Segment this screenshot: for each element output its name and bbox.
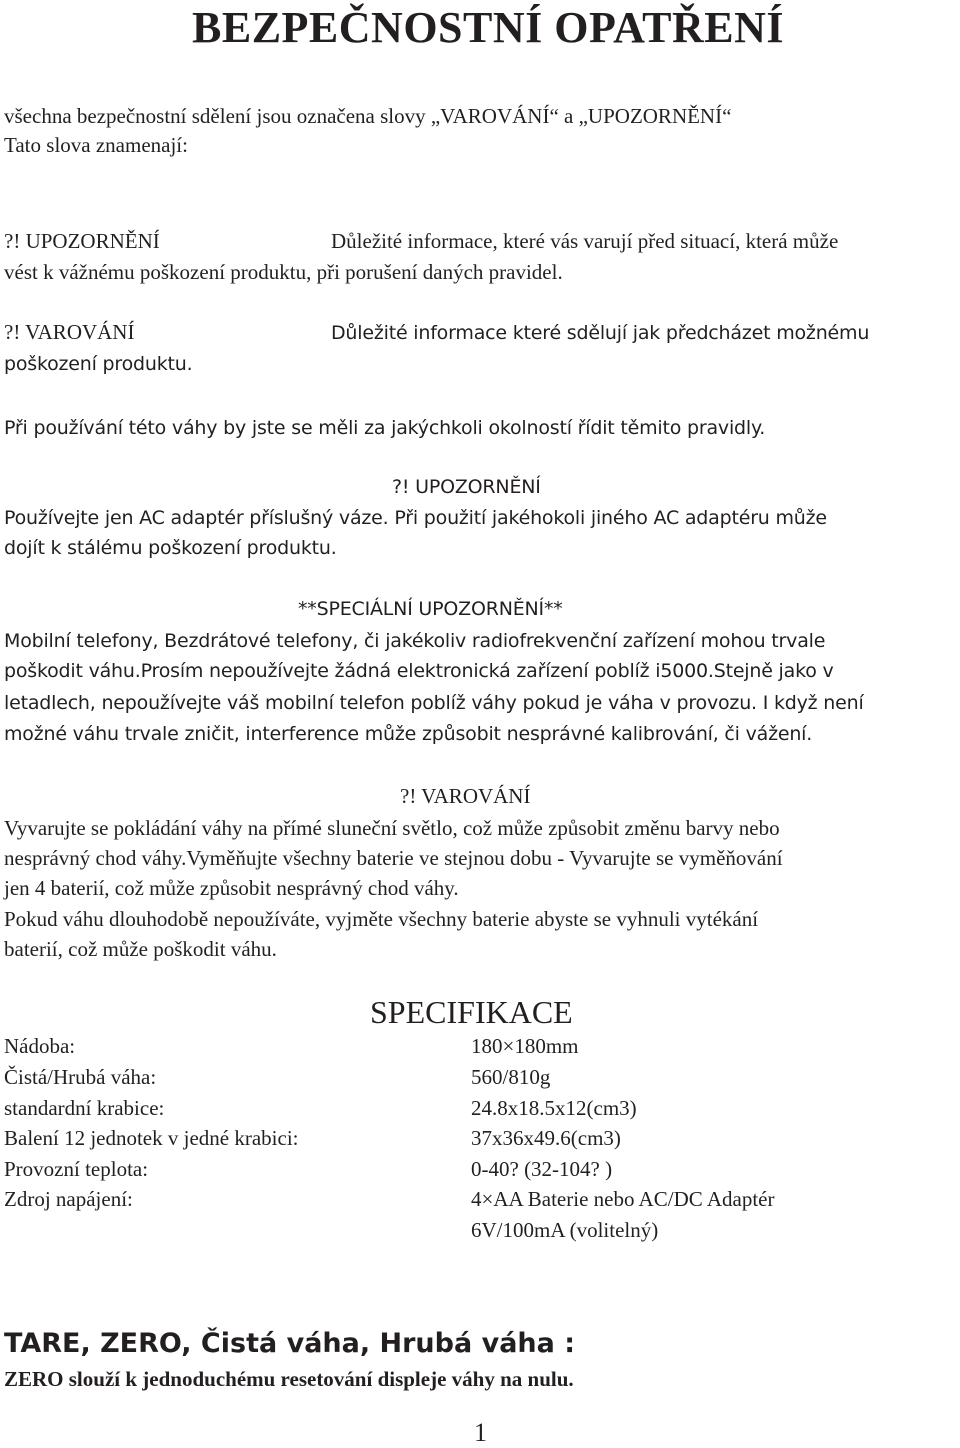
spec-value: 37x36x49.6(cm3) <box>471 1126 621 1150</box>
warning-battery-line-5: baterií, což může poškodit váhu. <box>4 937 277 961</box>
notice-ac-heading: ?! UPOZORNĚNÍ <box>392 476 541 498</box>
spec-label: standardní krabice: <box>4 1096 165 1120</box>
tare-text: ZERO slouží k jednoduchému resetování displeje váhy na nulu. <box>4 1367 574 1391</box>
def-upozorneni-text-1: Důležité informace, které vás varují před situací, která může <box>331 229 839 253</box>
special-line-4: možné váhu trvale zničit, interference může způsobit nesprávné kalibrování, či vážení. <box>4 723 813 745</box>
spec-label: Balení 12 jednotek v jedné krabici: <box>4 1126 299 1150</box>
page-title: BEZPEČNOSTNÍ OPATŘENÍ <box>192 3 784 52</box>
spec-value-extra: 6V/100mA (volitelný) <box>471 1218 659 1242</box>
spec-label: Provozní teplota: <box>4 1157 149 1181</box>
warning-battery-line-1: Vyvarujte se pokládání váhy na přímé sluneční světlo, což může způsobit změnu barvy nebo <box>4 816 780 840</box>
spec-label: Zdroj napájení: <box>4 1187 133 1211</box>
spec-value: 0-40? (32-104? ) <box>471 1157 613 1181</box>
def-varovani-text-2: poškození produktu. <box>4 353 193 375</box>
rules-intro: Při používání této váhy by jste se měli za jakýchkoli okolností řídit těmito pravidly. <box>4 417 766 439</box>
spec-value: 24.8x18.5x12(cm3) <box>471 1096 637 1120</box>
special-line-1: Mobilní telefony, Bezdrátové telefony, či jakékoliv radiofrekvenční zařízení mohou trvale <box>4 630 826 652</box>
spec-value: 180×180mm <box>471 1034 579 1058</box>
intro-line-1: všechna bezpečnostní sdělení jsou označena slovy „VAROVÁNÍ“ a „UPOZORNĚNÍ“ <box>4 104 732 128</box>
notice-ac-line-1: Používejte jen AC adaptér příslušný váze. Při použití jakéhokoli jiného AC adaptéru může <box>4 507 827 529</box>
special-heading: **SPECIÁLNÍ UPOZORNĚNÍ** <box>298 598 563 620</box>
warning-battery-line-3: jen 4 baterií, což může způsobit nesprávný chod váhy. <box>4 876 459 900</box>
special-line-3: letadlech, nepoužívejte váš mobilní telefon poblíž váhy pokud je váha v provozu. I když není <box>4 692 864 714</box>
intro-line-2: Tato slova znamenají: <box>4 133 188 157</box>
tare-heading: TARE, ZERO, Čistá váha, Hrubá váha : <box>4 1328 576 1359</box>
def-upozorneni-label: ?! UPOZORNĚNÍ <box>4 229 160 253</box>
warning-battery-heading: ?! VAROVÁNÍ <box>400 784 531 808</box>
notice-ac-line-2: dojít k stálému poškození produktu. <box>4 537 337 559</box>
def-varovani-label: ?! VAROVÁNÍ <box>4 320 135 344</box>
warning-battery-line-2: nesprávný chod váhy.Vyměňujte všechny baterie ve stejnou dobu - Vyvarujte se vyměňování <box>4 846 783 870</box>
page-number: 1 <box>474 1418 487 1447</box>
spec-value: 560/810g <box>471 1065 551 1089</box>
def-upozorneni-text-2: vést k vážnému poškození produktu, při porušení daných pravidel. <box>4 260 563 284</box>
spec-label: Čistá/Hrubá váha: <box>4 1065 157 1089</box>
warning-battery-line-4: Pokud váhu dlouhodobě nepoužíváte, vyjměte všechny baterie abyste se vyhnuli vytékání <box>4 907 759 931</box>
spec-heading: SPECIFIKACE <box>370 994 573 1030</box>
def-varovani-text-1: Důležité informace které sdělují jak předcházet možnému <box>331 322 870 344</box>
special-line-2: poškodit váhu.Prosím nepoužívejte žádná elektronická zařízení poblíž i5000.Stejně jako v <box>4 660 834 682</box>
spec-value: 4×AA Baterie nebo AC/DC Adaptér <box>471 1187 775 1211</box>
spec-label: Nádoba: <box>4 1034 76 1058</box>
